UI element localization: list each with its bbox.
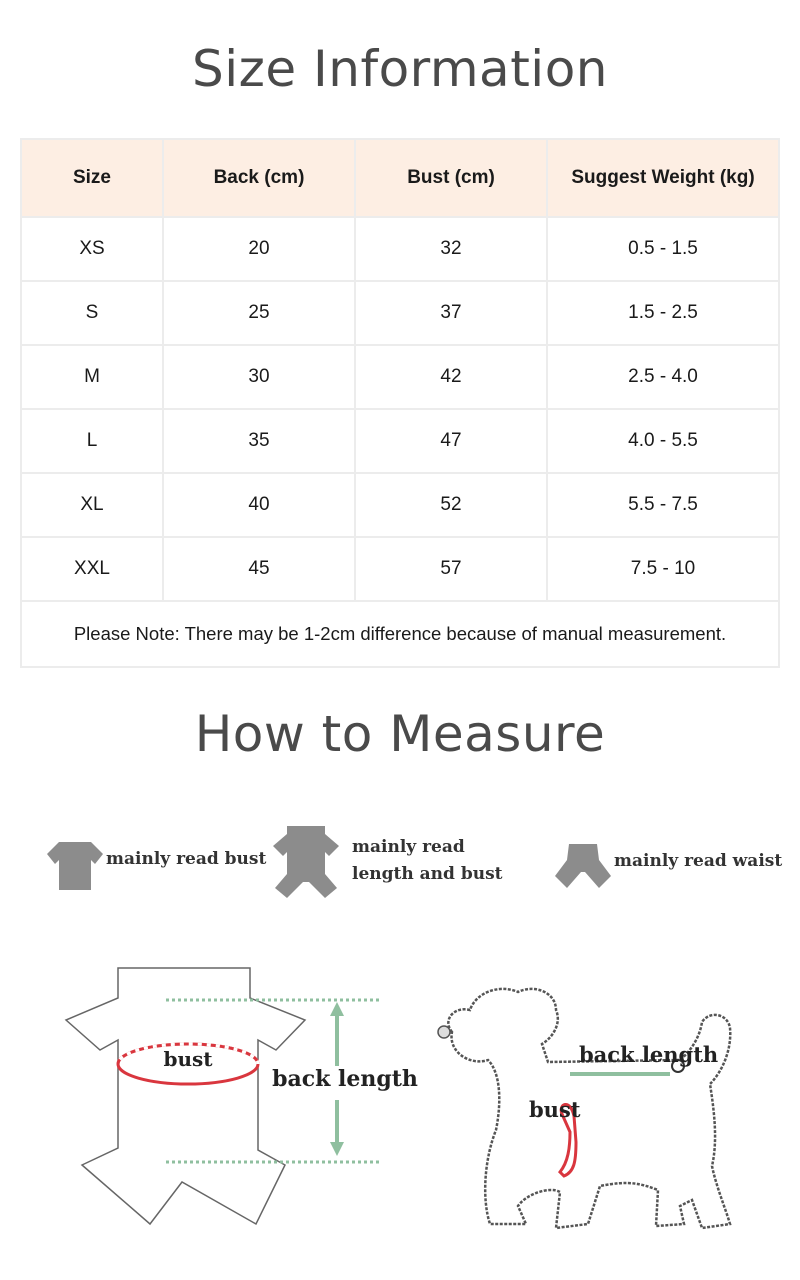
cell-size: XS [22, 218, 162, 280]
shirt-icon [45, 838, 105, 893]
cell-bust: 32 [356, 218, 546, 280]
legend-harness-label: mainly read waist [614, 851, 783, 871]
header-weight: Suggest Weight (kg) [548, 140, 778, 216]
harness-icon [553, 842, 613, 892]
jumpsuit-icon [271, 824, 341, 899]
table-row [22, 346, 778, 408]
cell-size: L [22, 410, 162, 472]
cell-weight: 2.5 - 4.0 [548, 346, 778, 408]
cell-back: 45 [164, 538, 354, 600]
cell-back: 40 [164, 474, 354, 536]
legend-jumpsuit-label [352, 834, 503, 888]
cell-size: S [22, 282, 162, 344]
table-row [22, 282, 778, 344]
legend-jumpsuit-line2: length and bust [352, 864, 503, 884]
cell-weight: 7.5 - 10 [548, 538, 778, 600]
cell-weight: 1.5 - 2.5 [548, 282, 778, 344]
garment-outline [66, 968, 305, 1224]
garment-back-length-label: back length [272, 1066, 418, 1092]
dog-outline [448, 989, 730, 1228]
cell-bust: 52 [356, 474, 546, 536]
garment-bust-label: bust [163, 1047, 213, 1071]
table-row [22, 538, 778, 600]
measurement-note: Please Note: There may be 1-2cm difference because of manual measurement. [22, 602, 778, 666]
cell-size: XXL [22, 538, 162, 600]
how-to-measure-title: How to Measure [194, 705, 606, 763]
cell-back: 35 [164, 410, 354, 472]
cell-bust: 42 [356, 346, 546, 408]
dog-bust-label: bust [529, 1097, 581, 1122]
cell-bust: 47 [356, 410, 546, 472]
cell-bust: 37 [356, 282, 546, 344]
cell-weight: 4.0 - 5.5 [548, 410, 778, 472]
header-back: Back (cm) [164, 140, 354, 216]
table-note-row [22, 602, 778, 666]
dog-diagram [430, 980, 760, 1240]
dog-back-length-label: back length [579, 1042, 719, 1067]
table-header-row [22, 140, 778, 216]
cell-size: M [22, 346, 162, 408]
cell-bust: 57 [356, 538, 546, 600]
cell-weight: 0.5 - 1.5 [548, 218, 778, 280]
cell-back: 25 [164, 282, 354, 344]
header-bust: Bust (cm) [356, 140, 546, 216]
legend-jumpsuit-line1: mainly read [352, 837, 465, 857]
size-information-title: Size Information [192, 40, 608, 98]
cell-back: 30 [164, 346, 354, 408]
garment-diagram [60, 960, 420, 1235]
table-row [22, 218, 778, 280]
header-size: Size [22, 140, 162, 216]
legend-shirt-label: mainly read bust [106, 849, 267, 869]
cell-size: XL [22, 474, 162, 536]
table-row [22, 474, 778, 536]
cell-back: 20 [164, 218, 354, 280]
size-table [20, 138, 780, 668]
table-row [22, 410, 778, 472]
cell-weight: 5.5 - 7.5 [548, 474, 778, 536]
